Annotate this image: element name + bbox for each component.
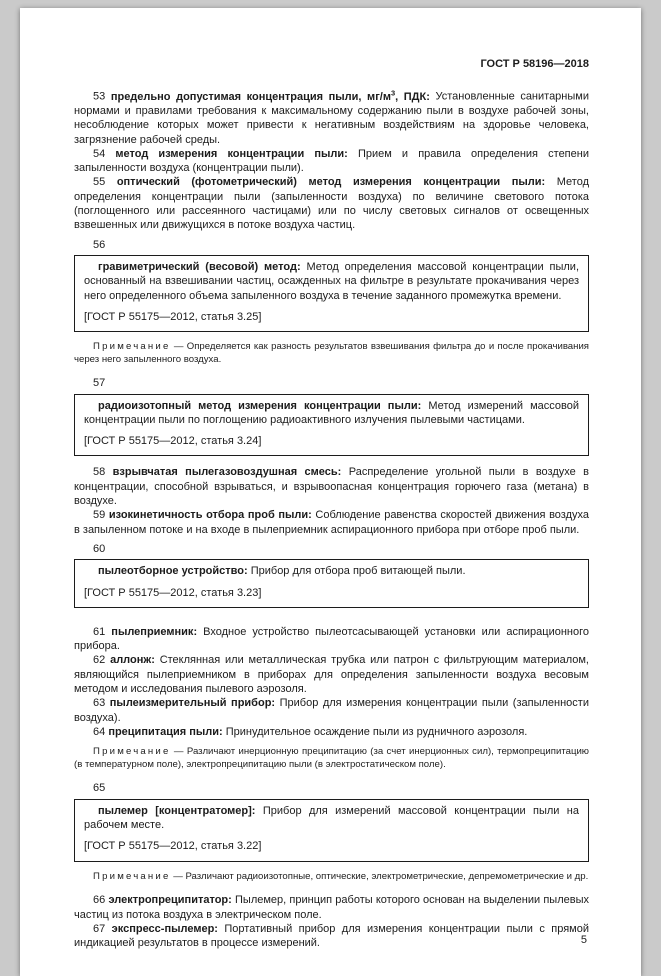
term-definition: Метод измерений массовой концентрации пыли по поглощению радиоактивного излучения пылевыми частицами. xyxy=(84,399,580,426)
note-label: Примечание xyxy=(93,341,171,353)
term-number: 55 xyxy=(93,176,106,189)
term-number: 67 xyxy=(93,922,106,935)
term-definition: Пылемер, принцип работы которого основан на выделении пылевых частиц из потока воздуха в электрическом поле. xyxy=(74,894,589,921)
doc-code-header: ГОСТ Р 58196—2018 xyxy=(480,58,589,70)
term-label xyxy=(110,88,430,103)
term-definition: Прибор для отбора проб витающей пыли. xyxy=(250,565,466,578)
term-definition: Прием и правила определения степени запыленности воздуха (концентрации пыли). xyxy=(74,147,589,175)
term-number: 66 xyxy=(93,894,106,907)
term-label: пылеотборное устройство: xyxy=(98,565,248,578)
excerpt-box-60 xyxy=(74,559,589,608)
term-paragraph-53 xyxy=(74,86,589,147)
term-definition: Метод определения концентрации пыли (запыленности воздуха) по величине светового потока (поглощенного или рассеянного частицами) или по числу световых сигналов от освещенных взвешенных или движущихся в потоке воздуха частиц. xyxy=(74,176,589,232)
term-label: электропреципитатор: xyxy=(108,894,232,907)
term-number: 54 xyxy=(93,147,106,160)
term-paragraph-64 xyxy=(74,725,589,739)
term-label: изокинетичность отбора проб пыли: xyxy=(108,509,312,522)
term-paragraph-59 xyxy=(74,508,589,537)
term-label: метод измерения концентрации пыли: xyxy=(115,147,348,160)
excerpt-paragraph xyxy=(84,399,579,428)
term-paragraph-58 xyxy=(74,465,589,508)
term-definition: Соблюдение равенства скоростей движения воздуха в запыленном потоке и на входе в пылеприемник аспирационного прибора при отборе проб пыли. xyxy=(74,509,590,536)
term-definition: Распределение угольной пыли в воздухе в концентрации, способной взрываться, и взрывоопасная концентрация горючего газа (метана) в воздухе. xyxy=(74,466,589,508)
term-label: экспресс-пылемер: xyxy=(111,922,218,935)
page-number: 5 xyxy=(580,934,587,947)
excerpt-paragraph xyxy=(84,804,579,833)
term-definition: Прибор для измерения концентрации пыли (запыленности воздуха). xyxy=(74,697,589,724)
source-reference: [ГОСТ Р 55175—2012, статья 3.25] xyxy=(84,310,262,323)
note-paragraph-64 xyxy=(74,746,589,771)
term-label-text: предельно допустимая концентрация пыли, мг/м xyxy=(110,90,391,103)
term-label: пылеприемник: xyxy=(111,625,198,638)
term-definition: Установленные санитарными нормами и правилами требования к максимальному содержанию пыли в воздухе рабочей зоны, несоблюдение которых может привести к негативным воздействиям на здоровье человека, загрязнение рабочей среды. xyxy=(74,90,589,146)
source-reference: [ГОСТ Р 55175—2012, статья 3.23] xyxy=(84,586,262,599)
note-paragraph-65 xyxy=(74,871,589,884)
term-definition: Стеклянная или металлическая трубка или патрон с фильтрующим материалом, являющийся пылеприемником в приборах для определения запыленности воздуха весовым методом и исследования пылевого аэрозоля. xyxy=(74,654,589,696)
term-number: 58 xyxy=(93,466,106,479)
term-paragraph-62 xyxy=(74,653,589,696)
term-definition: Метод определения массовой концентрации пыли, основанный на взвешивании частиц, осажденных на фильтре в результате прокачивания через него определенного объема запыленного воздуха в течение заданного промежутка времени. xyxy=(84,260,579,302)
document-body xyxy=(74,86,589,950)
term-number-line-56: 56 xyxy=(93,238,106,251)
term-label: пылеизмерительный прибор: xyxy=(109,697,276,710)
term-paragraph-67 xyxy=(74,922,589,951)
term-label: оптический (фотометрический) метод измерения концентрации пыли: xyxy=(116,176,546,189)
term-number-line-57: 57 xyxy=(93,377,106,390)
term-label-text: , ПДК: xyxy=(395,90,430,103)
source-reference: [ГОСТ Р 55175—2012, статья 3.22] xyxy=(84,840,262,853)
term-label: гравиметрический (весовой) метод: xyxy=(98,260,301,273)
excerpt-paragraph xyxy=(84,564,579,578)
document-page xyxy=(20,8,641,976)
term-definition: Портативный прибор для измерения концентрации пыли с прямой индикацией результатов в процессе измерений. xyxy=(74,922,589,950)
excerpt-paragraph xyxy=(84,260,579,303)
note-text: — Различают радиоизотопные, оптические, электрометрические, депремометрические и др. xyxy=(173,870,589,882)
term-definition: Прибор для измерений массовой концентрации пыли на рабочем месте. xyxy=(84,804,580,832)
term-number-line-65: 65 xyxy=(93,782,106,795)
term-paragraph-61 xyxy=(74,625,589,654)
term-number: 64 xyxy=(93,725,106,738)
excerpt-box-56 xyxy=(74,255,589,332)
superscript: 3 xyxy=(390,88,396,97)
note-paragraph-56 xyxy=(74,341,589,366)
excerpt-box-57 xyxy=(74,394,589,457)
term-paragraph-63 xyxy=(74,696,589,725)
term-label: пылемер [концентратомер]: xyxy=(98,804,256,817)
source-reference: [ГОСТ Р 55175—2012, статья 3.24] xyxy=(84,435,262,448)
note-label: Примечание xyxy=(93,746,171,758)
term-definition: Входное устройство пылеотсасывающей установки или аспирационного прибора. xyxy=(74,625,589,653)
note-label: Примечание xyxy=(93,870,171,882)
term-label: взрывчатая пылегазовоздушная смесь: xyxy=(112,466,342,479)
term-paragraph-54 xyxy=(74,147,589,176)
term-number: 62 xyxy=(93,654,106,667)
term-label: радиоизотопный метод измерения концентрации пыли: xyxy=(98,399,422,412)
term-number-line-60: 60 xyxy=(93,542,106,555)
term-number: 61 xyxy=(93,625,106,638)
term-label: аллонж: xyxy=(110,654,155,667)
term-number: 53 xyxy=(93,90,106,103)
term-definition: Принудительное осаждение пыли из рудничного аэрозоля. xyxy=(225,725,528,738)
note-text: — Различают инерционную преципитацию (за счет инерционных сил), термопреципитацию (в температурном поле), электропреципитацию пыли (в электростатическом поле). xyxy=(74,746,589,770)
excerpt-box-65 xyxy=(74,799,589,862)
term-number: 63 xyxy=(93,697,106,710)
note-text: — Определяется как разность результатов взвешивания фильтра до и после прокачивания через него запыленного воздуха. xyxy=(74,341,589,365)
term-paragraph-66 xyxy=(74,893,589,922)
term-label: преципитация пыли: xyxy=(108,725,223,738)
term-number: 59 xyxy=(93,509,106,522)
term-paragraph-55 xyxy=(74,175,589,232)
